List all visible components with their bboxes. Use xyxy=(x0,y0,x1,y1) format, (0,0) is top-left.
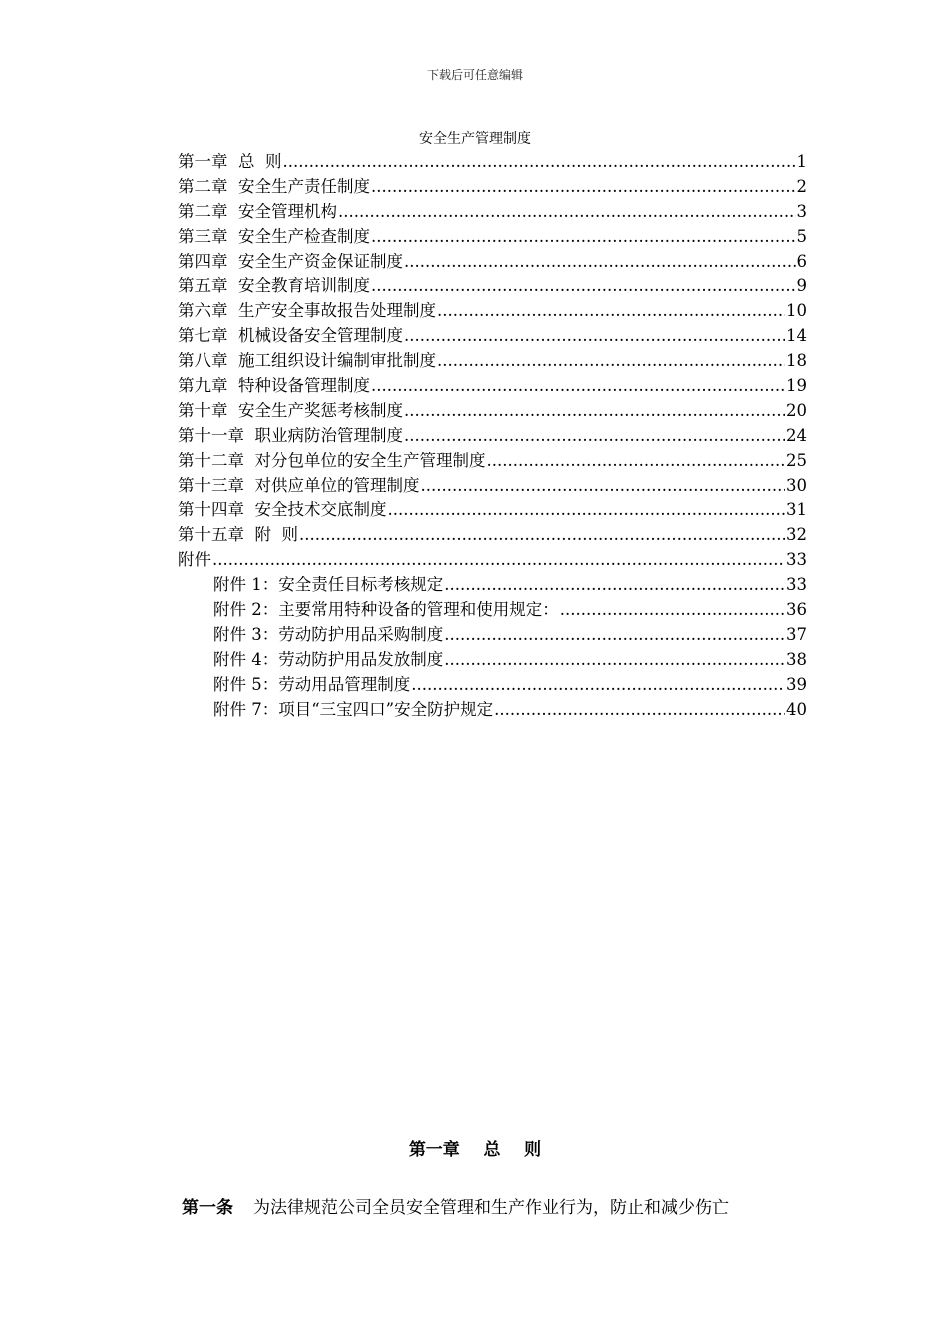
toc-entry-page: 20 xyxy=(786,400,807,420)
toc-entry-label: 第五章 安全教育培训制度 xyxy=(178,276,370,296)
toc-entry[interactable] xyxy=(178,299,807,324)
toc-entry-page: 3 xyxy=(796,201,807,221)
toc-entry-page: 37 xyxy=(786,624,807,644)
toc-entry-page: 2 xyxy=(796,176,807,196)
toc-entry-page: 32 xyxy=(786,525,807,545)
toc-entry-page: 6 xyxy=(796,251,807,271)
toc-dot-leader xyxy=(371,225,796,250)
toc-entry[interactable] xyxy=(178,598,807,623)
toc-entry-label: 第十一章 职业病防治管理制度 xyxy=(178,425,403,445)
toc-entry-label: 第二章 安全管理机构 xyxy=(178,201,337,221)
toc-dot-leader xyxy=(404,424,785,449)
toc-entry-label: 第一章 总 则 xyxy=(178,152,282,171)
toc-entry[interactable] xyxy=(178,523,807,548)
toc-entry[interactable] xyxy=(178,698,807,723)
toc-entry-page: 40 xyxy=(786,699,807,719)
toc-entry-page: 24 xyxy=(786,425,807,445)
toc-dot-leader xyxy=(338,200,796,225)
toc-entry[interactable] xyxy=(178,399,807,424)
article-paragraph xyxy=(182,1193,822,1218)
toc-entry[interactable] xyxy=(178,175,807,200)
toc-dot-leader xyxy=(404,324,785,349)
toc-dot-leader xyxy=(404,399,785,424)
toc-dot-leader xyxy=(437,349,785,374)
toc-entry-page: 14 xyxy=(786,326,807,346)
toc-entry-label: 第八章 施工组织设计编制审批制度 xyxy=(178,351,436,371)
toc-dot-leader xyxy=(404,250,796,275)
toc-entry-page: 33 xyxy=(786,575,807,595)
toc-dot-leader xyxy=(444,623,785,648)
toc-entry-label: 第六章 生产安全事故报告处理制度 xyxy=(178,301,436,321)
toc-entry-label: 第十二章 对分包单位的安全生产管理制度 xyxy=(178,450,486,470)
toc-entry-label: 第三章 安全生产检查制度 xyxy=(178,226,370,246)
toc-entry-page: 30 xyxy=(786,475,807,495)
toc-dot-leader xyxy=(388,498,786,523)
toc-entry-label: 附件 1：安全责任目标考核规定 xyxy=(213,575,444,595)
toc-entry-label: 第四章 安全生产资金保证制度 xyxy=(178,251,403,271)
toc-entry-page: 39 xyxy=(786,674,807,694)
toc-entry-page: 33 xyxy=(786,550,807,570)
toc-entry-label: 第二章 安全生产责任制度 xyxy=(178,176,370,196)
toc-entry-label: 第十四章 安全技术交底制度 xyxy=(178,500,387,520)
toc-entry[interactable] xyxy=(178,274,807,299)
toc-entry[interactable] xyxy=(178,573,807,598)
toc-entry[interactable] xyxy=(178,623,807,648)
toc-entry-label: 附件 4：劳动防护用品发放制度 xyxy=(213,649,444,669)
toc-dot-leader xyxy=(212,548,785,573)
toc-entry[interactable] xyxy=(178,349,807,374)
article-text: 为法律规范公司全员安全管理和生产作业行为，防止和减少伤亡 xyxy=(253,1198,729,1218)
table-of-contents xyxy=(178,150,807,722)
toc-entry-page: 25 xyxy=(786,450,807,470)
toc-entry-page: 18 xyxy=(786,351,807,371)
toc-dot-leader xyxy=(444,648,785,673)
toc-entry-label: 附件 5：劳动用品管理制度 xyxy=(213,674,411,694)
toc-entry-label: 附件 3：劳动防护用品采购制度 xyxy=(213,624,444,644)
toc-entry[interactable] xyxy=(178,449,807,474)
toc-dot-leader xyxy=(371,374,785,399)
chapter-heading: 第一章 总 则 xyxy=(408,1140,542,1160)
toc-entry-page: 38 xyxy=(786,649,807,669)
toc-entry[interactable] xyxy=(178,673,807,698)
toc-dot-leader xyxy=(421,474,786,499)
toc-entry-page: 31 xyxy=(786,500,807,520)
toc-dot-leader xyxy=(371,274,796,299)
header-note: 下载后可任意编辑 xyxy=(426,68,523,82)
toc-entry[interactable] xyxy=(178,648,807,673)
toc-entry-page: 9 xyxy=(796,276,807,296)
toc-entry[interactable] xyxy=(178,150,807,175)
toc-dot-leader xyxy=(282,150,795,175)
toc-title: 安全生产管理制度 xyxy=(419,131,531,147)
toc-entry-label: 第十三章 对供应单位的管理制度 xyxy=(178,475,420,495)
toc-dot-leader xyxy=(437,299,785,324)
toc-dot-leader xyxy=(371,175,796,200)
toc-entry-label: 第十五章 附 则 xyxy=(178,525,298,545)
toc-entry[interactable] xyxy=(178,324,807,349)
toc-entry-label: 第九章 特种设备管理制度 xyxy=(178,376,370,396)
toc-dot-leader xyxy=(411,673,785,698)
toc-entry[interactable] xyxy=(178,225,807,250)
toc-entry-page: 19 xyxy=(786,376,807,396)
toc-entry-page: 10 xyxy=(786,301,807,321)
toc-entry-label: 第十章 安全生产奖惩考核制度 xyxy=(178,400,403,420)
toc-entry[interactable] xyxy=(178,250,807,275)
toc-entry[interactable] xyxy=(178,374,807,399)
toc-entry-page: 1 xyxy=(796,152,807,171)
toc-dot-leader xyxy=(494,698,785,723)
toc-entry-page: 5 xyxy=(796,226,807,246)
toc-entry-label: 附件 xyxy=(178,550,211,570)
toc-entry[interactable] xyxy=(178,424,807,449)
toc-entry-label: 附件 7：项目“三宝四口”安全防护规定 xyxy=(213,699,494,719)
toc-dot-leader xyxy=(560,598,785,623)
toc-entry[interactable] xyxy=(178,498,807,523)
toc-dot-leader xyxy=(299,523,785,548)
toc-entry[interactable] xyxy=(178,200,807,225)
article-number: 第一条 xyxy=(182,1198,233,1218)
toc-entry[interactable] xyxy=(178,474,807,499)
toc-entry-page: 36 xyxy=(786,600,807,620)
toc-entry-label: 第七章 机械设备安全管理制度 xyxy=(178,326,403,346)
toc-dot-leader xyxy=(487,449,786,474)
toc-dot-leader xyxy=(444,573,785,598)
toc-entry[interactable] xyxy=(178,548,807,573)
toc-entry-label: 附件 2：主要常用特种设备的管理和使用规定： xyxy=(213,600,559,620)
